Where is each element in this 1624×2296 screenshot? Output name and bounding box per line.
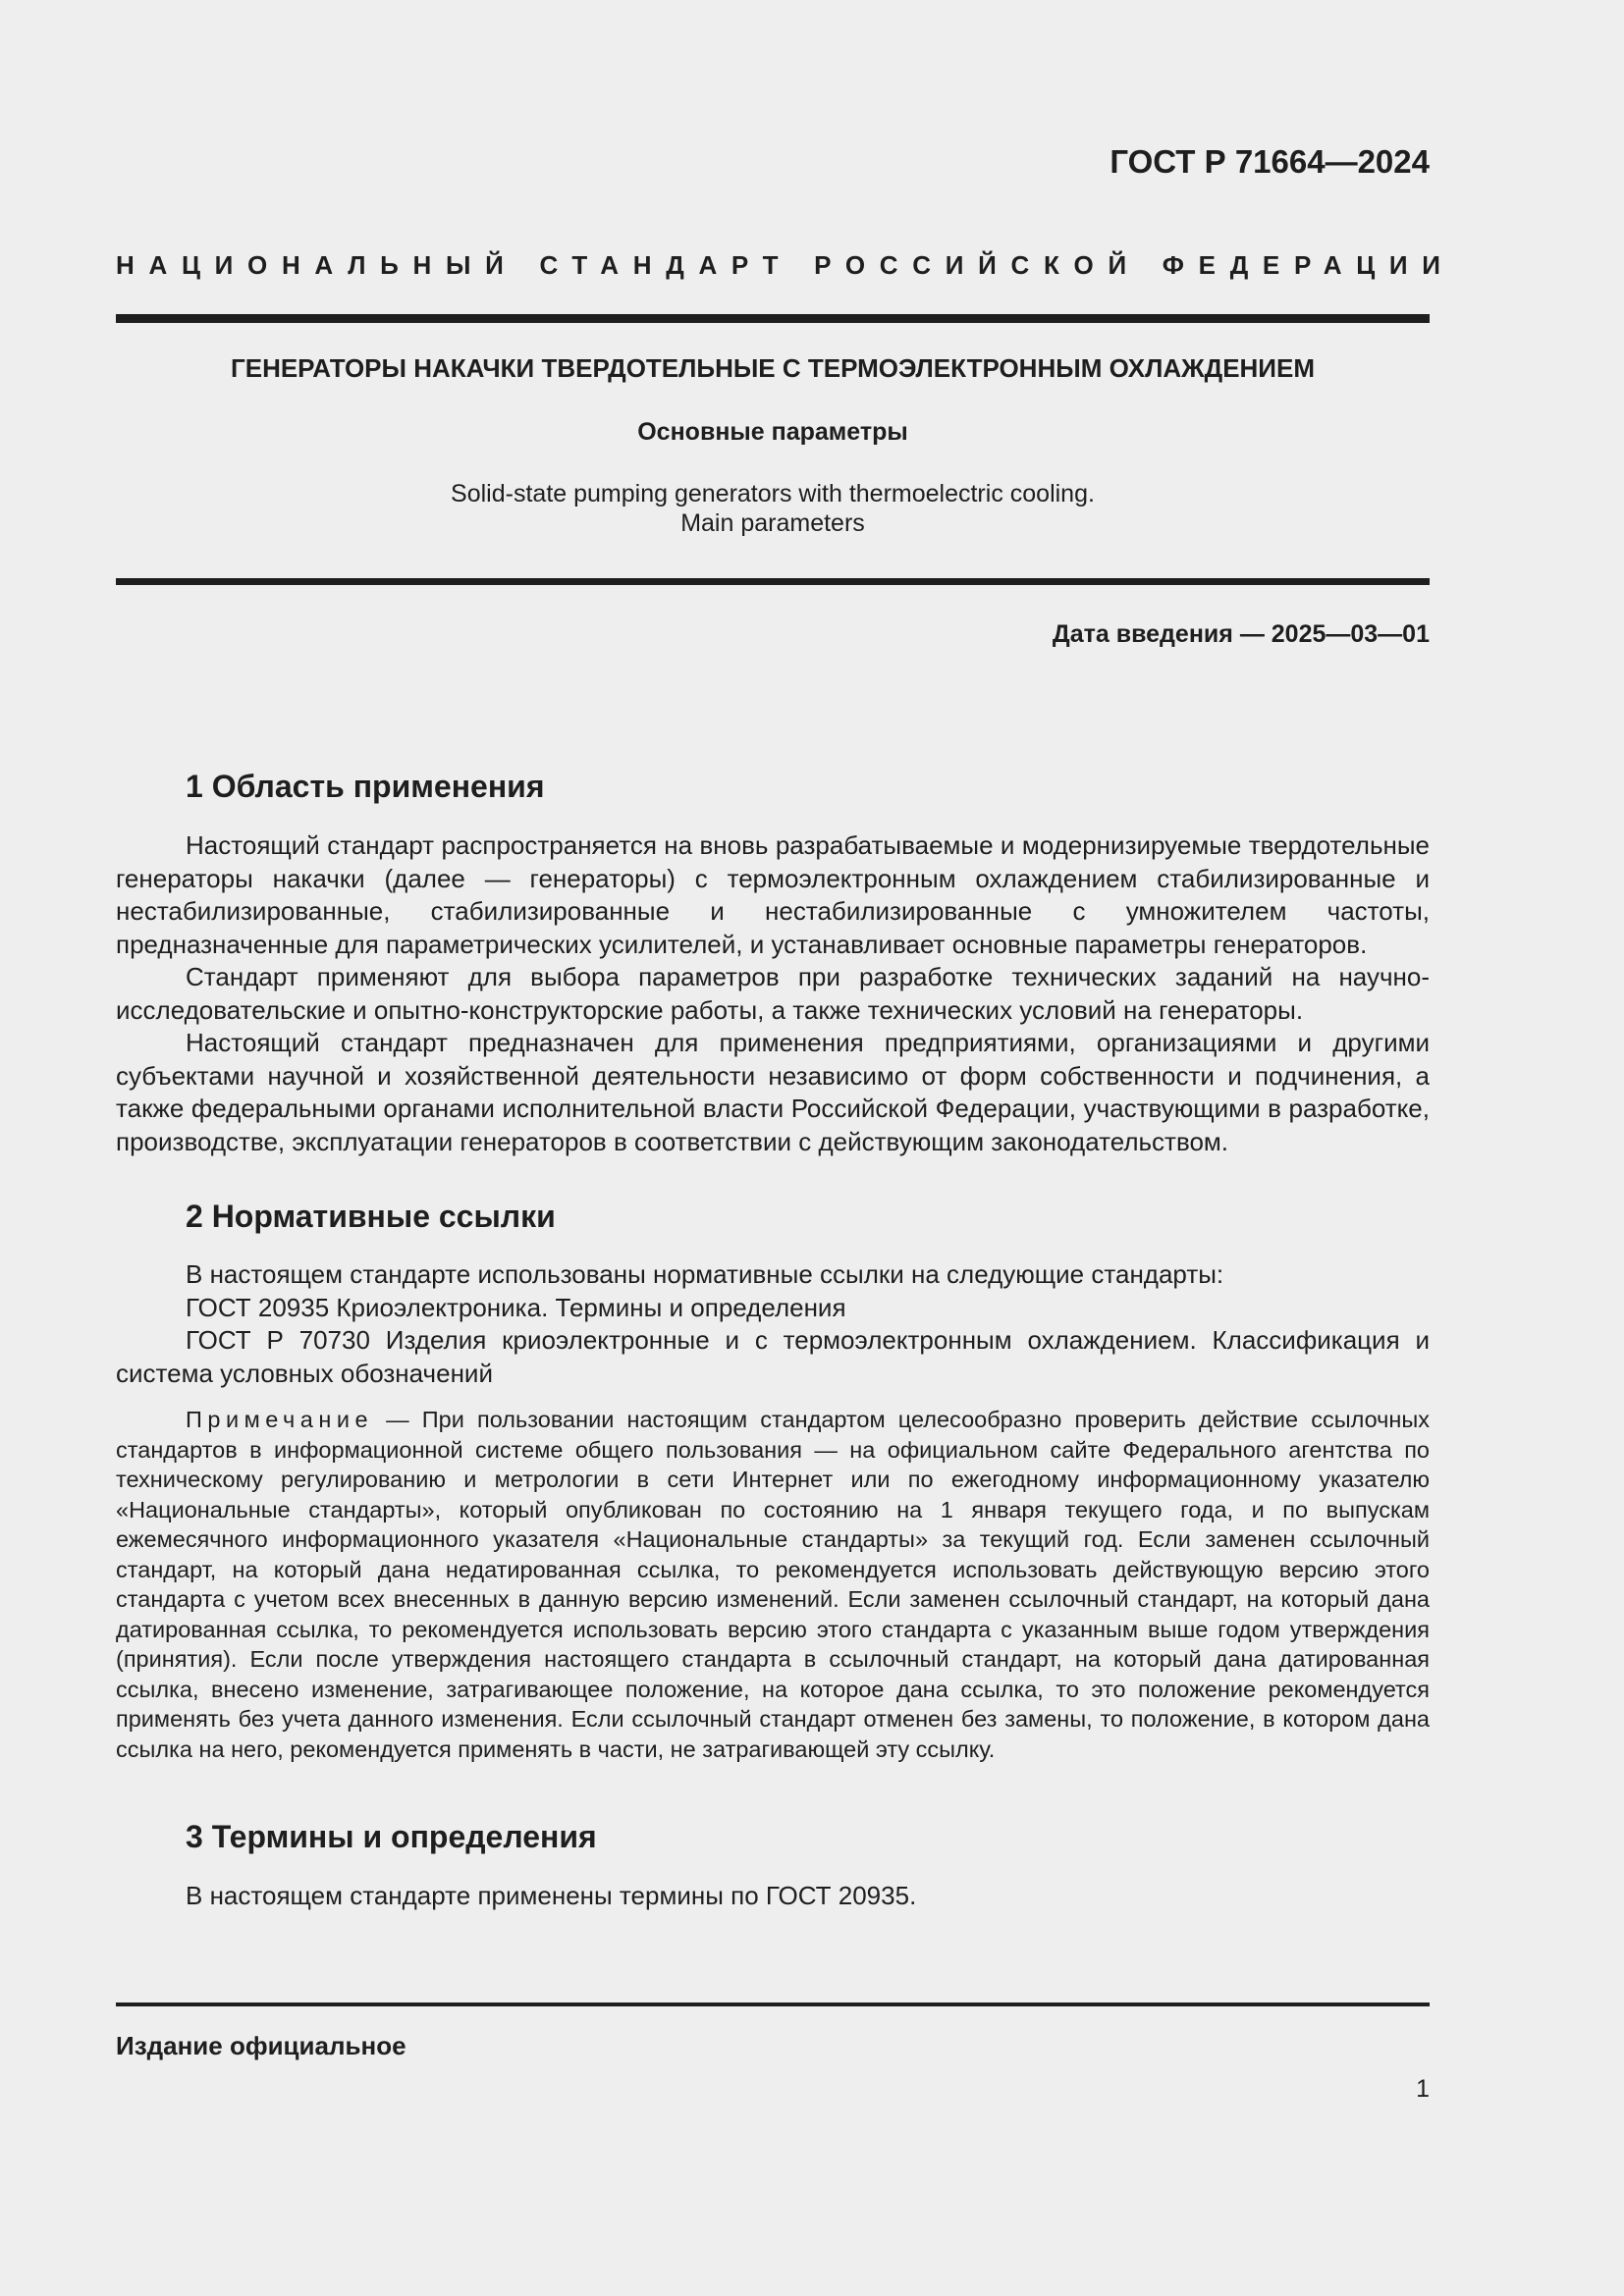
section-2-heading: 2 Нормативные ссылки	[186, 1199, 556, 1234]
note-label: Примечание	[186, 1407, 374, 1432]
section-1-heading: 1 Область применения	[186, 769, 545, 804]
introduction-date: Дата введения — 2025—03—01	[1052, 620, 1430, 648]
document-code: ГОСТ Р 71664—2024	[1110, 143, 1430, 180]
section-2-paragraph: В настоящем стандарте использованы нормативные ссылки на следующие стандарты:	[186, 1259, 1224, 1289]
page-number: 1	[1416, 2075, 1430, 2103]
official-edition-label: Издание официальное	[116, 2031, 406, 2060]
section-2-reference: ГОСТ Р 70730 Изделия криоэлектронные и с термоэлектронным охлаждением. Классификация и система условных обозначений	[116, 1325, 1430, 1388]
national-standard-heading: НАЦИОНАЛЬНЫЙ СТАНДАРТ РОССИЙСКОЙ ФЕДЕРАЦИИ	[116, 250, 1455, 280]
english-title	[116, 479, 1430, 538]
section-3-paragraph: В настоящем стандарте применены термины по ГОСТ 20935.	[186, 1881, 917, 1910]
section-2-reference: ГОСТ 20935 Криоэлектроника. Термины и определения	[186, 1292, 846, 1322]
english-title-line-2: Main parameters	[680, 509, 865, 537]
section-2-body	[116, 1258, 1430, 1390]
section-1-paragraph: Настоящий стандарт предназначен для применения предприятиями, организациями и другими субъектами научной и хозяйственной деятельности независимо от форм собственности и подчинения, а также федеральными органами исполнительной власти Российской Федерации, участвующими в разработке, производстве, эксплуатации генераторов в соответствии с действующим законодательством.	[116, 1028, 1430, 1156]
document-title: ГЕНЕРАТОРЫ НАКАЧКИ ТВЕРДОТЕЛЬНЫЕ С ТЕРМОЭЛЕКТРОННЫМ ОХЛАЖДЕНИЕМ	[230, 353, 1315, 383]
section-1-paragraph: Стандарт применяют для выбора параметров при разработке технических заданий на научно-исследовательские и опытно-конструкторские работы, а также технических условий на генераторы.	[116, 962, 1430, 1025]
document-page	[116, 0, 1455, 2296]
section-3-body	[116, 1880, 1430, 1913]
english-title-line-1: Solid-state pumping generators with thermoelectric cooling.	[451, 480, 1095, 507]
section-2-note	[116, 1405, 1430, 1764]
section-1-paragraph: Настоящий стандарт распространяется на вновь разрабатываемые и модернизируемые твердотельные генераторы накачки (далее — генераторы) с термоэлектронным охлаждением стабилизированные и нестабилизированные, стабилизированные и нестабилизированные с умножителем частоты, предназначенные для параметрических усилителей, и устанавливает основные параметры генераторов.	[116, 830, 1430, 959]
document-subtitle: Основные параметры	[637, 418, 908, 446]
section-1-body	[116, 829, 1430, 1158]
footer-divider	[116, 2002, 1430, 2006]
middle-divider	[116, 578, 1430, 585]
section-3-heading: 3 Термины и определения	[186, 1819, 597, 1854]
note-text: — При пользовании настоящим стандартом целесообразно проверить действие ссылочных стандартов в информационной системе общего пользования — на официальном сайте Федерального агентства по техническому регулированию и метрологии в сети Интернет или по ежегодному информационному указателю «Национальные стандарты», который опубликован по состоянию на 1 января текущего года, и по выпускам ежемесячного информационного указателя «Национальные стандарты» за текущий год. Если заменен ссылочный стандарт, на который дана недатированная ссылка, то рекомендуется использовать действующую версию этого стандарта с учетом всех внесенных в данную версию изменений. Если заменен ссылочный стандарт, на который дана датированная ссылка, то рекомендуется использовать версию этого стандарта с указанным выше годом утверждения (принятия). Если после утверждения настоящего стандарта в ссылочный стандарт, на который дана датированная ссылка, внесено изменение, затрагивающее положение, на которое дана ссылка, то это положение рекомендуется применять без учета данного изменения. Если ссылочный стандарт отменен без замены, то положение, в котором дана ссылка на него, рекомендуется применять в части, не затрагивающей эту ссылку.	[116, 1407, 1430, 1762]
top-divider	[116, 314, 1430, 323]
